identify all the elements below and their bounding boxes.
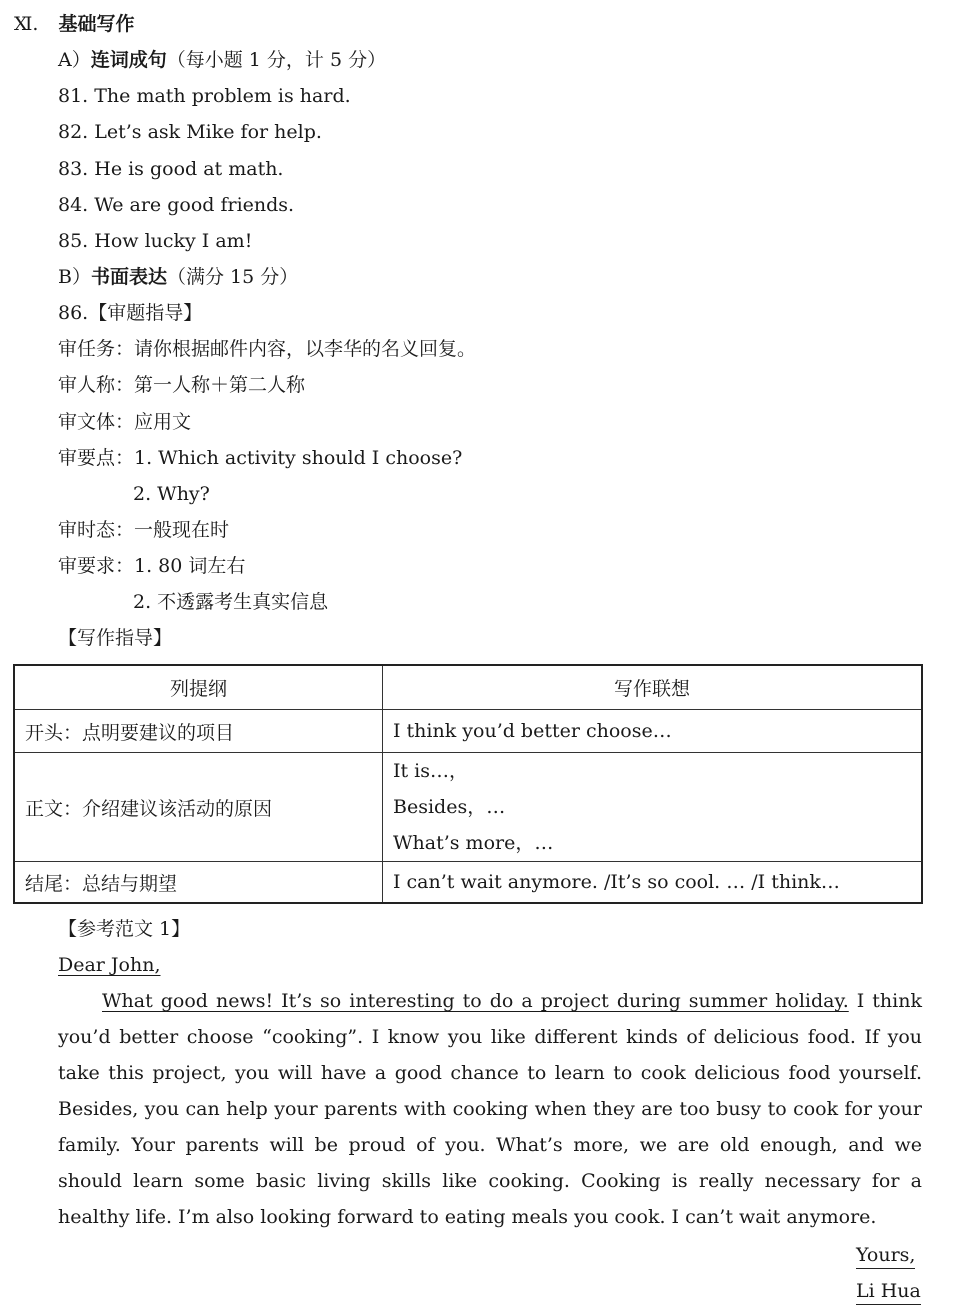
review-task: 审任务：请你根据邮件内容，以李华的名义回复。 <box>58 338 477 360</box>
table-row <box>14 710 922 753</box>
writing-guide-heading: 【写作指导】 <box>58 627 173 649</box>
review-guide-title: 【审题指导】 <box>88 302 203 324</box>
letter-closing <box>856 1243 915 1267</box>
review-tense: 审时态：一般现在时 <box>58 519 230 541</box>
signature-text: Li Hua <box>856 1280 921 1305</box>
review-points-2: 2. Why? <box>133 483 210 505</box>
review-requirement-2: 2. 不透露考生真实信息 <box>133 591 329 613</box>
table-cell-phrase: I can’t wait anymore. /It’s so cool. … /I think… <box>383 862 923 904</box>
answer-85: 85. How lucky I am! <box>58 230 253 252</box>
answer-81: 81. The math problem is hard. <box>58 85 351 107</box>
letter-body <box>58 983 922 1235</box>
part-b-title: 书面表达 <box>90 266 167 288</box>
part-b-heading <box>58 265 298 289</box>
table-row <box>14 753 922 862</box>
part-a-score: （每小题 1 分，计 5 分） <box>166 49 387 71</box>
part-a-label: A） <box>58 49 91 71</box>
part-a-title: 连词成句 <box>90 49 167 71</box>
sample-heading: 【参考范文 1】 <box>58 918 191 940</box>
table-header-phrases: 写作联想 <box>383 665 923 710</box>
table-cell-outline: 正文：介绍建议该活动的原因 <box>14 753 383 862</box>
part-b-score: （满分 15 分） <box>166 266 299 288</box>
writing-guide-table <box>13 664 923 904</box>
table-cell-phrase: What’s more，… <box>393 832 554 854</box>
closing-text: Yours, <box>856 1244 915 1269</box>
answer-82: 82. Let’s ask Mike for help. <box>58 121 322 143</box>
part-b-label: B） <box>58 266 91 288</box>
letter-body-text: I think you’d better choose “cooking”. I know you like different kinds of delicious food. If you take this project, you will have a good chance to learn to cook delicious food yourself. Besides, you can help your parents with cooking when they are too busy to cook for your family. Your parents will be proud of you. What’s more, we are old enough, and we should learn some basic living skills like cooking. Cooking is really necessary for a healthy life. I’m also looking forward to eating meals you cook. I can’t wait anymore. <box>58 990 922 1228</box>
review-requirement-1: 审要求：1. 80 词左右 <box>58 555 246 577</box>
section-heading <box>14 12 135 36</box>
review-points-1: 审要点：1. Which activity should I choose? <box>58 447 463 469</box>
letter-greeting: Dear John, <box>58 954 161 976</box>
answer-84: 84. We are good friends. <box>58 194 295 216</box>
part-a-heading <box>58 48 386 72</box>
review-style: 审文体：应用文 <box>58 411 192 433</box>
table-cell-phrase: Besides，… <box>393 796 506 818</box>
question-86-heading <box>58 301 202 325</box>
table-header-row <box>14 665 922 710</box>
question-number: 86. <box>58 302 89 324</box>
table-cell-phrase: I think you’d better choose… <box>383 710 923 753</box>
table-cell-outline: 结尾：总结与期望 <box>14 862 383 904</box>
table-cell-phrases <box>383 753 923 862</box>
table-row <box>14 862 922 904</box>
answer-83: 83. He is good at math. <box>58 158 284 180</box>
section-title: 基础写作 <box>58 13 135 35</box>
table-header-outline: 列提纲 <box>14 665 383 710</box>
letter-opening: What good news! It’s so interesting to do a project during summer holiday. <box>102 990 849 1012</box>
table-cell-outline: 开头：点明要建议的项目 <box>14 710 383 753</box>
review-person: 审人称：第一人称＋第二人称 <box>58 374 306 396</box>
letter-signature <box>856 1279 921 1303</box>
table-cell-phrase: It is…， <box>393 760 469 782</box>
section-number: Ⅺ. <box>14 13 39 35</box>
